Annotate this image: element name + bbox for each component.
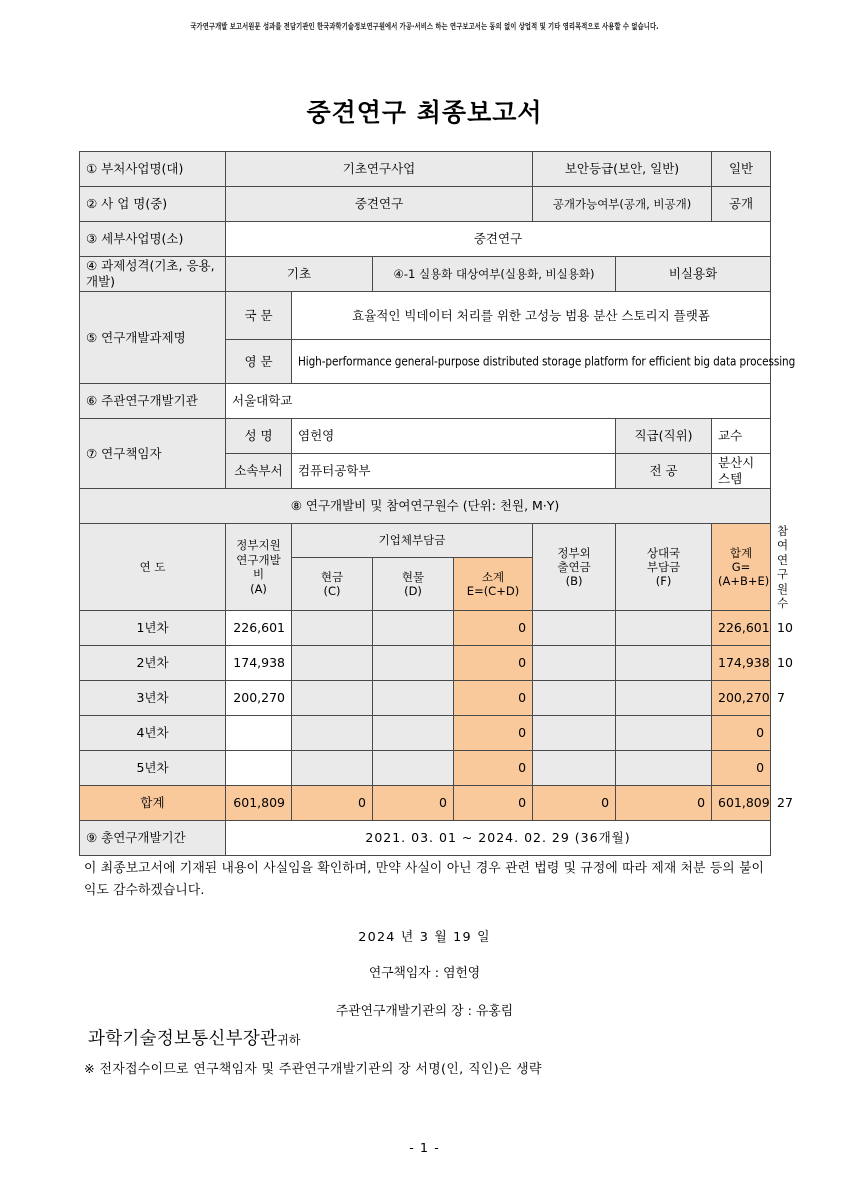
partner-line3: (F) [655,574,672,589]
table-row-ministry-program [80,152,771,187]
budget-partner [616,646,712,681]
row-label-ministry-program: ① 부처사업명(대) [80,152,226,187]
budget-gov-support: 226,601 [226,611,292,646]
budget-total: 200,270 [712,681,771,716]
budget-subtotal: 0 [454,611,533,646]
value-pi-name: 염헌영 [292,419,616,454]
inkind-line1: 현물 [401,569,425,584]
value-security-grade: 일반 [712,152,771,187]
report-cover-table [79,151,796,856]
budget-nongov [533,681,616,716]
row-label-period: ⑨ 총연구개발기간 [80,821,226,856]
budget-nongov [533,611,616,646]
row-label-pi: ⑦ 연구책임자 [80,419,226,489]
budget-total-nongov: 0 [533,786,616,821]
label-commercialization: ④-1 실용화 대상여부(실용화, 비실용화) [373,257,616,292]
row-label-project-type: ④ 과제성격(기초, 응용, 개발) [80,257,226,292]
subtotal-line1: 소계 [481,569,505,584]
budget-gov-support: 174,938 [226,646,292,681]
budget-subtotal: 0 [454,751,533,786]
value-pi-major: 분산시스템 [712,454,771,489]
budget-partner [616,611,712,646]
budget-subtotal: 0 [454,681,533,716]
label-pi-dept: 소속부서 [226,454,292,489]
row-label-program-name: ② 사 업 명(중) [80,187,226,222]
budget-nongov [533,646,616,681]
budget-total-subtotal: 0 [454,786,533,821]
budget-header-year: 연 도 [80,524,226,611]
table-row-project-title-kr [80,292,771,340]
budget-total-cash: 0 [292,786,373,821]
budget-year: 4년차 [80,716,226,751]
declaration-statement: 이 최종보고서에 기재된 내용이 사실임을 확인하며, 만약 사실이 아닌 경우 관련 법령 및 규정에 따라 제재 처분 등의 불이익도 감수하겠습니다. [84,861,764,899]
budget-nongov [533,751,616,786]
inkind-line2: (D) [404,583,422,598]
budget-total-row: 합계 601,809 0 0 0 0 0 601,809 27 [80,786,771,821]
gov-support-line1: 정부지원 [236,538,281,553]
budget-cash [292,751,373,786]
table-row-host-institution [80,384,771,419]
value-korean-title: 효율적인 빅데이터 처리를 위한 고성능 범용 분산 스토리지 플랫폼 [292,292,771,340]
budget-header-company-group: 기업체부담금 [292,524,533,558]
budget-header-partner [616,524,712,611]
signature-pi: 연구책임자 : 염헌영 [368,966,481,981]
budget-partner [616,716,712,751]
budget-inkind [373,646,454,681]
budget-year: 1년차 [80,611,226,646]
nongov-line3: (B) [565,574,583,589]
copyright-notice: 국가연구개발 보고서원문 성과를 전담기관인 한국과학기술정보연구원에서 가공·서비스 하는 연구보고서는 동의 없이 상업적 및 기타 영리목적으로 사용할 수 없습니다. [190,22,659,32]
label-disclosure: 공개가능여부(공개, 비공개) [533,187,712,222]
value-ministry-program: 기초연구사업 [226,152,533,187]
budget-gov-support [226,751,292,786]
label-security-grade: 보안등급(보안, 일반) [533,152,712,187]
budget-total-gov-support: 601,809 [226,786,292,821]
row-label-project-title: ⑤ 연구개발과제명 [80,292,226,384]
total-line1: 합계 [729,545,753,560]
value-disclosure: 공개 [712,187,771,222]
budget-cash [292,611,373,646]
label-pi-position: 직급(직위) [616,419,712,454]
budget-total-grand: 601,809 [712,786,771,821]
budget-year: 5년차 [80,751,226,786]
budget-partner [616,751,712,786]
budget-header-cash [292,557,373,611]
table-row-period [80,821,771,856]
value-commercialization: 비실용화 [616,257,771,292]
budget-gov-support: 200,270 [226,681,292,716]
budget-inkind [373,716,454,751]
budget-header-total [712,524,771,611]
table-row [80,751,771,786]
addressee-line [88,1025,300,1050]
partner-line2: 부담금 [646,559,681,574]
budget-header-nongov [533,524,616,611]
budget-cash [292,681,373,716]
budget-nongov [533,716,616,751]
budget-year: 2년차 [80,646,226,681]
budget-cash [292,646,373,681]
table-row-project-type [80,257,771,292]
table-row-program-name [80,187,771,222]
budget-subtotal: 0 [454,646,533,681]
budget-cash [292,716,373,751]
budget-total: 0 [712,716,771,751]
signature-date: 2024 년 3 월 19 일 [358,930,491,945]
value-project-type: 기초 [226,257,373,292]
budget-inkind [373,611,454,646]
budget-inkind [373,751,454,786]
label-pi-major: 전 공 [616,454,712,489]
table-row-sub-program [80,222,771,257]
budget-subtotal: 0 [454,716,533,751]
gov-support-line2: 연구개발비 [236,552,281,582]
cash-line1: 현금 [320,569,344,584]
footnote: ※ 전자접수이므로 연구책임자 및 주관연구개발기관의 장 서명(인, 직인)은 생략 [84,1062,542,1077]
value-pi-dept: 컴퓨터공학부 [292,454,616,489]
table-row: 2년차 174,938 0 174,938 10 [80,646,771,681]
row-label-host-institution: ⑥ 주관연구개발기관 [80,384,226,419]
table-row: 1년차 226,601 0 226,601 10 [80,611,771,646]
budget-partner [616,681,712,716]
nongov-line1: 정부외 [557,545,591,560]
budget-total: 226,601 [712,611,771,646]
budget-total: 0 [712,751,771,786]
total-line2: G=(A+B+E) [718,559,770,589]
budget-header-row-1: 연 도 정부지원 연구개발비 (A) 기업체부담금 정부외 출연금 (B) 상대국 부담금 (F) 합계 G=(A+B+E) 참여 연구원수 [80,524,771,558]
addressee-name: 과학기술정보통신부장관 [88,1029,278,1049]
budget-section-title-row [80,489,771,524]
row-label-sub-program: ③ 세부사업명(소) [80,222,226,257]
budget-year: 3년차 [80,681,226,716]
label-english-title: 영 문 [226,340,292,384]
nongov-line2: 출연금 [557,559,591,574]
budget-gov-support [226,716,292,751]
cash-line2: (C) [323,583,341,598]
table-row: 3년차 200,270 0 200,270 7 [80,681,771,716]
value-host-institution: 서울대학교 [226,384,771,419]
table-row-pi-name [80,419,771,454]
addressee-honorific: 귀하 [277,1033,301,1047]
value-period: 2021. 03. 01 ~ 2024. 02. 29 (36개월) [226,821,771,856]
value-sub-program: 중견연구 [226,222,771,257]
budget-total: 174,938 [712,646,771,681]
budget-header-subtotal [454,557,533,611]
label-korean-title: 국 문 [226,292,292,340]
table-row [80,716,771,751]
budget-inkind [373,681,454,716]
budget-header-inkind [373,557,454,611]
page-title: 중견연구 최종보고서 [306,98,543,127]
value-program-name: 중견연구 [226,187,533,222]
english-title-text: High-performance general-purpose distributed storage platform for efficient big data processing [298,355,796,370]
budget-total-inkind: 0 [373,786,454,821]
subtotal-line2: E=(C+D) [466,583,520,598]
signature-organization: 주관연구개발기관의 장 : 유홍림 [335,1004,514,1019]
gov-support-line3: (A) [250,581,267,596]
page-number: - 1 - [409,1141,440,1156]
partner-line1: 상대국 [646,545,681,560]
label-pi-name: 성 명 [226,419,292,454]
budget-section-title: ⑧ 연구개발비 및 참여연구원수 (단위: 천원, M·Y) [80,489,771,524]
budget-total-partner: 0 [616,786,712,821]
value-pi-position: 교수 [712,419,771,454]
budget-header-gov-support [226,524,292,611]
budget-total-year: 합계 [80,786,226,821]
value-english-title [292,340,796,384]
